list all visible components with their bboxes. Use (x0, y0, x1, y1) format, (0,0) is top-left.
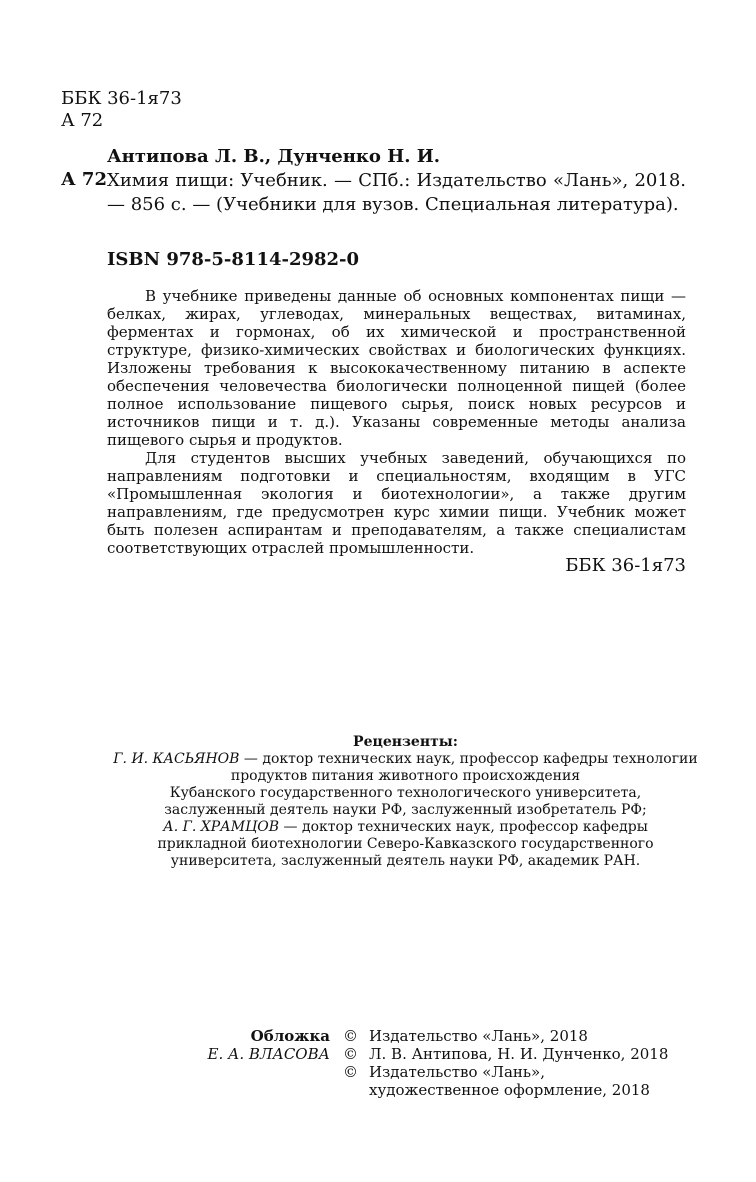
copyright-block (343, 1027, 668, 1099)
copyright-symbol: © (343, 1027, 358, 1045)
cover-designer: Е. А. ВЛАСОВА (207, 1045, 330, 1063)
author-mark: А 72 (61, 169, 107, 190)
copyright-text-3b: художественное оформление, 2018 (369, 1081, 650, 1099)
bib-description: Химия пищи: Учебник. — СПб.: Издательство «Лань», 2018. — 856 с. — (Учебники для вузов. Специальная литература). (107, 170, 686, 215)
copyright-text-2: Л. В. Антипова, Н. И. Дунченко, 2018 (369, 1045, 669, 1063)
abstract-paragraph-2: Для студентов высших учебных заведений, обучающихся по направлениям подготовки и специальностям, входящим в УГС «Промышленная экология и биотехнологии», а также другим направлениям, где предусмотрен курс химии пищи. Учебник может быть полезен аспирантам и преподавателям, а также специалистам соответствующих отраслей промышленности. (107, 449, 686, 557)
isbn: ISBN 978-5-8114-2982-0 (107, 249, 360, 270)
copyright-line-3 (343, 1063, 668, 1081)
authors: Антипова Л. В., Дунченко Н. И. (107, 146, 441, 167)
reviewer-2-name: А. Г. ХРАМЦОВ (163, 819, 280, 835)
copyright-symbol: © (343, 1045, 358, 1063)
reviewers-title: Рецензенты: (353, 734, 458, 750)
reviewers-block (107, 734, 704, 870)
author-mark-top: А 72 (61, 110, 104, 131)
reviewer-2-line-1 (107, 819, 704, 836)
reviewer-1-line-2: продуктов питания животного происхождения (230, 768, 581, 784)
copyright-line-1 (343, 1027, 668, 1045)
bbk-header (61, 88, 182, 132)
reviewer-1-line-3: Кубанского государственного технологического университета, (169, 785, 642, 801)
copyright-line-2 (343, 1045, 668, 1063)
cover-label: Обложка (250, 1027, 330, 1045)
reviewer-1-line-4: заслуженный деятель науки РФ, заслуженный изобретатель РФ; (164, 802, 647, 818)
copyright-text-1: Издательство «Лань», 2018 (369, 1027, 588, 1045)
reviewer-2-line-2: прикладной биотехнологии Северо-Кавказского государственного (157, 836, 654, 852)
copyright-symbol: © (343, 1063, 358, 1081)
copyright-text-3: Издательство «Лань», (369, 1063, 546, 1081)
cover-credit (100, 1027, 330, 1063)
reviewer-1-text-1: — доктор технических наук, профессор кафедры технологии (239, 751, 698, 767)
copyright-line-4 (343, 1081, 668, 1099)
bbk-code-top: ББК 36-1я73 (61, 88, 182, 109)
reviewer-1-line-1 (107, 751, 704, 768)
abstract (107, 287, 686, 557)
bbk-code-bottom: ББК 36-1я73 (565, 555, 686, 576)
reviewer-1-name: Г. И. КАСЬЯНОВ (113, 751, 240, 767)
reviewer-2-text-1: — доктор технических наук, профессор кафедры (279, 819, 648, 835)
abstract-paragraph-1: В учебнике приведены данные об основных компонентах пищи — белках, жирах, углеводах, минеральных веществах, витаминах, ферментах и гормонах, об их химической и пространственной структуре, физико-химических свойствах и биологических функциях. Изложены требования к высококачественному питанию в аспекте обеспечения человечества биологически полноценной пищей (более полное использование пищевого сырья, поиск новых ресурсов и источников пищи и т. д.). Указаны современные методы анализа пищевого сырья и продуктов. (107, 287, 686, 449)
reviewer-2-line-3: университета, заслуженный деятель науки РФ, академик РАН. (170, 853, 641, 869)
